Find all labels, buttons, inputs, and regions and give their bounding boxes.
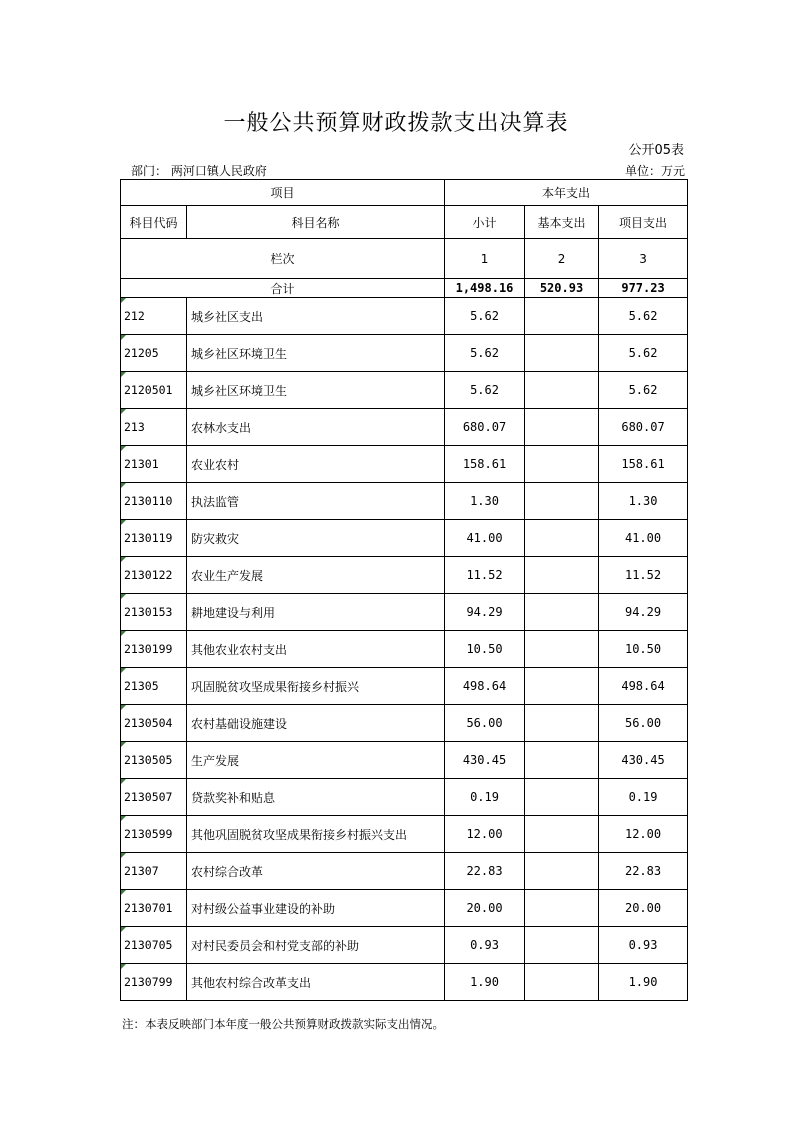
- row-subtotal: 430.45: [445, 742, 525, 779]
- row-project: 10.50: [599, 631, 688, 668]
- row-subtotal: 12.00: [445, 816, 525, 853]
- row-basic: [525, 372, 599, 409]
- column-index-3: 3: [599, 239, 688, 279]
- row-project: 1.90: [599, 964, 688, 1001]
- row-basic: [525, 853, 599, 890]
- header-project-expenditure: 项目支出: [599, 206, 688, 239]
- column-index-label: 栏次: [121, 239, 445, 279]
- row-code: 2130119: [121, 520, 187, 557]
- table-row: [121, 335, 688, 372]
- row-subtotal: 10.50: [445, 631, 525, 668]
- row-basic: [525, 446, 599, 483]
- table-row: [121, 705, 688, 742]
- table-row: [121, 964, 688, 1001]
- row-project: 20.00: [599, 890, 688, 927]
- header-code: 科目代码: [121, 206, 187, 239]
- row-basic: [525, 742, 599, 779]
- row-name: 耕地建设与利用: [187, 594, 445, 631]
- row-subtotal: 5.62: [445, 335, 525, 372]
- form-number: 公开05表: [628, 143, 684, 158]
- row-basic: [525, 705, 599, 742]
- row-project: 56.00: [599, 705, 688, 742]
- row-basic: [525, 890, 599, 927]
- row-subtotal: 0.19: [445, 779, 525, 816]
- row-basic: [525, 816, 599, 853]
- row-subtotal: 5.62: [445, 298, 525, 335]
- row-code: 212: [121, 298, 187, 335]
- row-subtotal: 11.52: [445, 557, 525, 594]
- total-basic: 520.93: [525, 279, 599, 298]
- row-basic: [525, 409, 599, 446]
- header-subtotal: 小计: [445, 206, 525, 239]
- row-subtotal: 0.93: [445, 927, 525, 964]
- row-code: 2130507: [121, 779, 187, 816]
- row-code: 2130504: [121, 705, 187, 742]
- row-project: 12.00: [599, 816, 688, 853]
- row-name: 城乡社区支出: [187, 298, 445, 335]
- row-project: 680.07: [599, 409, 688, 446]
- row-code: 2130153: [121, 594, 187, 631]
- row-basic: [525, 335, 599, 372]
- row-code: 21305: [121, 668, 187, 705]
- row-subtotal: 56.00: [445, 705, 525, 742]
- table-row: [121, 631, 688, 668]
- row-basic: [525, 927, 599, 964]
- row-name: 生产发展: [187, 742, 445, 779]
- row-subtotal: 20.00: [445, 890, 525, 927]
- row-project: 5.62: [599, 298, 688, 335]
- row-name: 农林水支出: [187, 409, 445, 446]
- table-row: [121, 779, 688, 816]
- table-row: [121, 446, 688, 483]
- table-row: [121, 557, 688, 594]
- row-subtotal: 1.30: [445, 483, 525, 520]
- row-name: 对村民委员会和村党支部的补助: [187, 927, 445, 964]
- row-project: 11.52: [599, 557, 688, 594]
- row-code: 2130599: [121, 816, 187, 853]
- row-project: 5.62: [599, 335, 688, 372]
- row-subtotal: 5.62: [445, 372, 525, 409]
- row-name: 城乡社区环境卫生: [187, 372, 445, 409]
- page-title: 一般公共预算财政拨款支出决算表: [223, 111, 569, 136]
- row-code: 21301: [121, 446, 187, 483]
- row-name: 其他农村综合改革支出: [187, 964, 445, 1001]
- header-basic: 基本支出: [525, 206, 599, 239]
- row-name: 巩固脱贫攻坚成果衔接乡村振兴: [187, 668, 445, 705]
- table-row: [121, 520, 688, 557]
- column-index-2: 2: [525, 239, 599, 279]
- header-project: 项目: [121, 180, 445, 206]
- column-index-1: 1: [445, 239, 525, 279]
- row-code: 2130122: [121, 557, 187, 594]
- row-subtotal: 680.07: [445, 409, 525, 446]
- row-project: 0.93: [599, 927, 688, 964]
- row-code: 2130199: [121, 631, 187, 668]
- row-code: 21307: [121, 853, 187, 890]
- row-basic: [525, 557, 599, 594]
- row-name: 其他农业农村支出: [187, 631, 445, 668]
- row-code: 2130799: [121, 964, 187, 1001]
- unit-label: 单位：万元: [624, 164, 685, 178]
- row-basic: [525, 964, 599, 1001]
- row-project: 22.83: [599, 853, 688, 890]
- total-label: 合计: [121, 279, 445, 298]
- row-basic: [525, 668, 599, 705]
- row-basic: [525, 779, 599, 816]
- total-project: 977.23: [599, 279, 688, 298]
- row-name: 贷款奖补和贴息: [187, 779, 445, 816]
- table-row: [121, 927, 688, 964]
- row-code: 2120501: [121, 372, 187, 409]
- row-name: 防灾救灾: [187, 520, 445, 557]
- total-subtotal: 1,498.16: [445, 279, 525, 298]
- row-name: 对村级公益事业建设的补助: [187, 890, 445, 927]
- table-row: [121, 853, 688, 890]
- row-project: 0.19: [599, 779, 688, 816]
- row-basic: [525, 298, 599, 335]
- row-subtotal: 498.64: [445, 668, 525, 705]
- table-row: [121, 372, 688, 409]
- table-row: [121, 668, 688, 705]
- row-basic: [525, 483, 599, 520]
- row-project: 430.45: [599, 742, 688, 779]
- header-name: 科目名称: [187, 206, 445, 239]
- row-project: 1.30: [599, 483, 688, 520]
- row-name: 城乡社区环境卫生: [187, 335, 445, 372]
- row-name: 执法监管: [187, 483, 445, 520]
- table-row: [121, 409, 688, 446]
- row-subtotal: 158.61: [445, 446, 525, 483]
- row-subtotal: 41.00: [445, 520, 525, 557]
- expenditure-table: [120, 179, 688, 1001]
- row-subtotal: 1.90: [445, 964, 525, 1001]
- row-basic: [525, 594, 599, 631]
- row-name: 农村综合改革: [187, 853, 445, 890]
- row-code: 213: [121, 409, 187, 446]
- row-subtotal: 22.83: [445, 853, 525, 890]
- row-basic: [525, 631, 599, 668]
- row-subtotal: 94.29: [445, 594, 525, 631]
- row-name: 农业生产发展: [187, 557, 445, 594]
- table-row: [121, 742, 688, 779]
- table-row: [121, 298, 688, 335]
- table-row: [121, 890, 688, 927]
- row-project: 158.61: [599, 446, 688, 483]
- table-row: [121, 594, 688, 631]
- table-row: [121, 816, 688, 853]
- row-basic: [525, 520, 599, 557]
- row-code: 2130110: [121, 483, 187, 520]
- row-code: 21205: [121, 335, 187, 372]
- row-code: 2130705: [121, 927, 187, 964]
- row-project: 41.00: [599, 520, 688, 557]
- row-project: 94.29: [599, 594, 688, 631]
- header-current-year: 本年支出: [445, 180, 688, 206]
- department-label: 部门： 两河口镇人民政府: [131, 164, 267, 178]
- row-name: 农业农村: [187, 446, 445, 483]
- row-project: 498.64: [599, 668, 688, 705]
- row-name: 其他巩固脱贫攻坚成果衔接乡村振兴支出: [187, 816, 445, 853]
- table-row: [121, 483, 688, 520]
- row-name: 农村基础设施建设: [187, 705, 445, 742]
- row-code: 2130701: [121, 890, 187, 927]
- row-code: 2130505: [121, 742, 187, 779]
- row-project: 5.62: [599, 372, 688, 409]
- footnote: 注：本表反映部门本年度一般公共预算财政拨款实际支出情况。: [122, 1017, 444, 1031]
